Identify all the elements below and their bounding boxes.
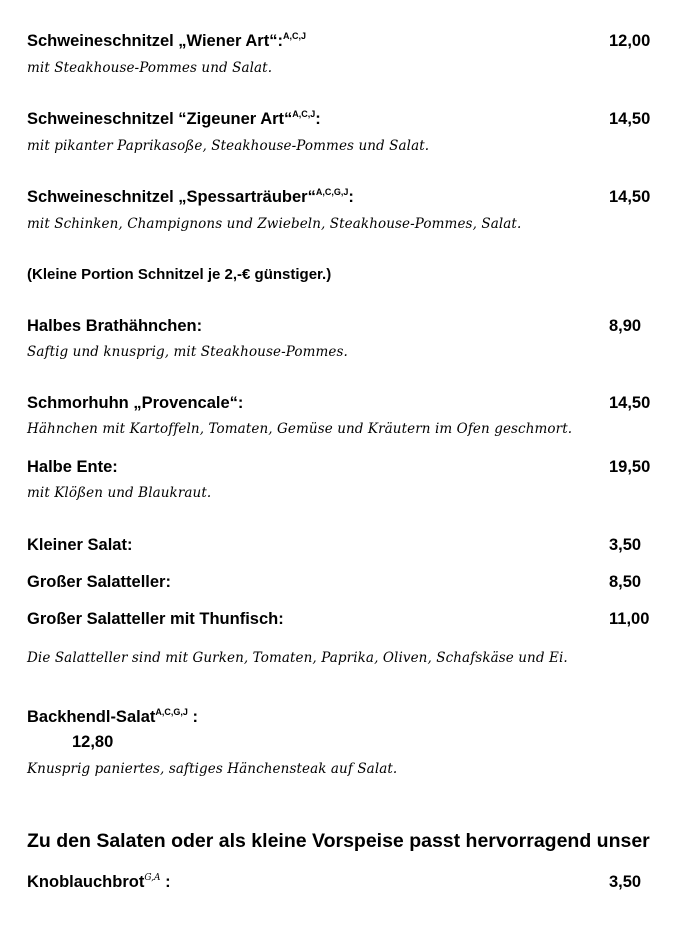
dish-name: Großer Salatteller mit Thunfisch: [27,610,284,628]
dish-name: Schweineschnitzel „Wiener Art“: [27,32,283,50]
salad-description: Die Salatteller sind mit Gurken, Tomaten, Paprika, Oliven, Schafskäse und Ei. [27,650,568,666]
menu-item-description: Knusprig paniertes, saftiges Hänchensteak auf Salat. [27,761,398,777]
menu-item-name [27,109,321,129]
dish-name: Halbes Brathähnchen: [27,317,203,335]
dish-name-suffix: : [160,873,171,891]
dish-name-suffix: : [187,708,198,726]
menu-item-name [27,393,243,413]
menu-item-description: mit Klößen und Blaukraut. [27,485,212,501]
menu-item-price: 8,90 [609,317,642,335]
menu-item-name [27,535,132,555]
dish-name: Großer Salatteller: [27,573,171,591]
portion-note: (Kleine Portion Schnitzel je 2,-€ günstiger.) [27,266,332,283]
dish-name: Schmorhuhn „Provencale“: [27,394,244,412]
menu-item-price: 12,80 [72,733,114,751]
dish-name: Schweineschnitzel “Zigeuner Art“ [27,110,293,128]
dish-name: Halbe Ente: [27,458,118,476]
menu-item-name [27,316,202,336]
menu-item-price: 8,50 [609,573,642,591]
menu-item-price: 14,50 [609,394,651,412]
menu-item-name [27,872,171,892]
appetizer-heading: Zu den Salaten oder als kleine Vorspeise passt hervorragend unser [27,830,650,852]
dish-name: Backhendl-Salat [27,708,156,726]
menu-item-name [27,609,284,629]
menu-item-description: mit Schinken, Champignons und Zwiebeln, Steakhouse-Pommes, Salat. [27,216,522,232]
menu-item-price: 14,50 [609,110,651,128]
dish-name: Knoblauchbrot [27,873,145,891]
allergen-codes: A,C,G,J [155,706,188,717]
menu-item-name [27,572,171,592]
menu-item-description: mit Steakhouse-Pommes und Salat. [27,60,273,76]
allergen-codes: G,A [144,872,161,883]
menu-item-price: 12,00 [609,32,651,50]
menu-item-name [27,187,354,207]
menu-item-price: 14,50 [609,188,651,206]
menu-item-price: 3,50 [609,873,642,891]
allergen-codes: A,C,J [282,30,306,41]
dish-name: Schweineschnitzel „Spessarträuber“ [27,188,316,206]
menu-item-price: 19,50 [609,458,651,476]
menu-item-price: 3,50 [609,536,642,554]
menu-item-name [27,457,118,477]
menu-item-name [27,707,198,727]
menu-item-description: Hähnchen mit Kartoffeln, Tomaten, Gemüse und Kräutern im Ofen geschmort. [27,421,573,437]
dish-name-suffix: : [315,110,321,128]
menu-item-description: Saftig und knusprig, mit Steakhouse-Pommes. [27,344,348,360]
menu-item-description: mit pikanter Paprikasoße, Steakhouse-Pommes und Salat. [27,138,430,154]
menu-item-price: 11,00 [609,610,650,628]
dish-name-suffix: : [348,188,354,206]
allergen-codes: A,C,J [292,108,316,119]
menu-item-name [27,31,306,51]
allergen-codes: A,C,G,J [315,186,349,197]
dish-name: Kleiner Salat: [27,536,133,554]
